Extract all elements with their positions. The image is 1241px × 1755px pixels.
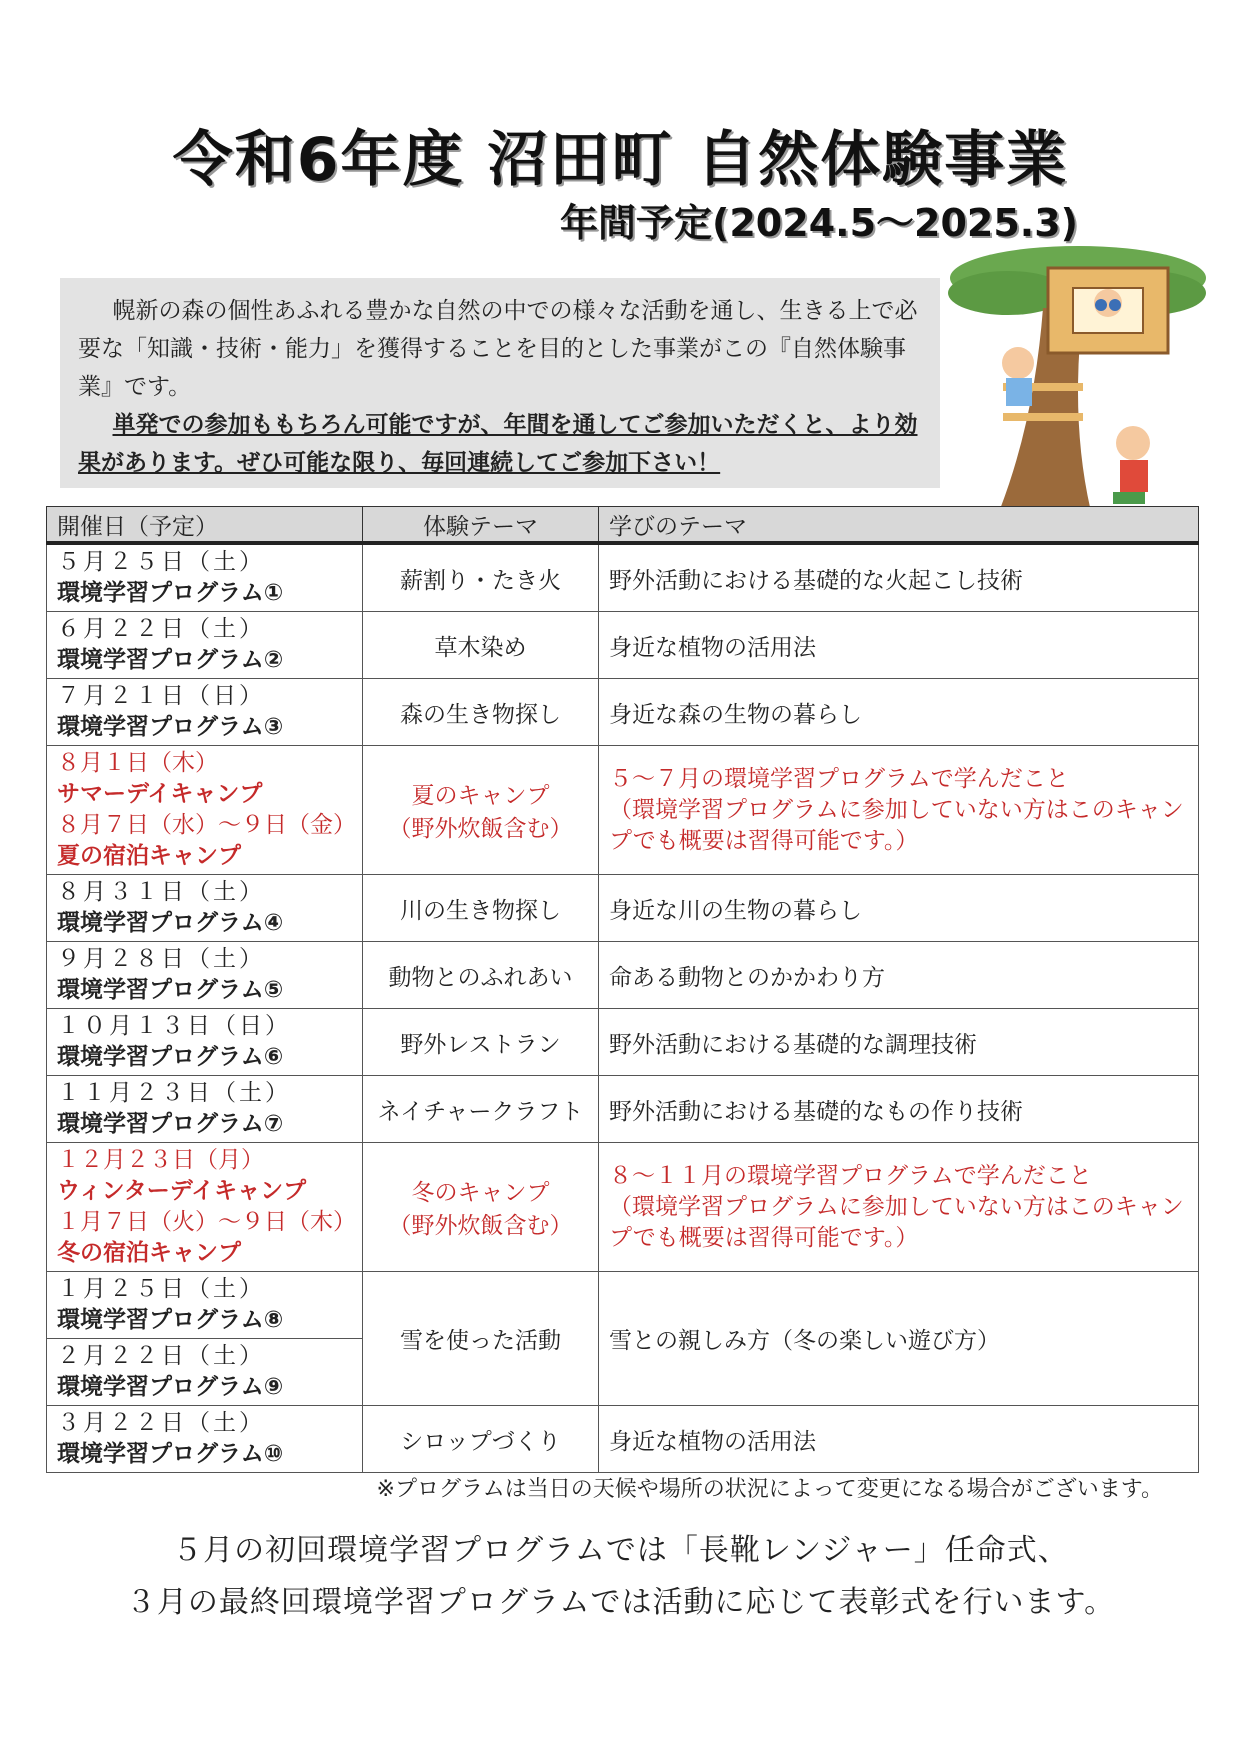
camp-name: ウィンターデイキャンプ <box>57 1178 307 1204</box>
table-row <box>47 1406 1199 1473</box>
learning-theme: 身近な植物の活用法 <box>599 612 1199 679</box>
col-learning-header: 学びのテーマ <box>599 507 1199 544</box>
event-date: １０月１３日（日） <box>57 1013 291 1039</box>
schedule-table <box>46 506 1199 1473</box>
footer-message <box>0 1525 1241 1629</box>
table-row <box>47 543 1199 612</box>
camp-date: １２月２３日（月） <box>57 1147 264 1173</box>
program-name: 環境学習プログラム⑧ <box>57 1307 284 1333</box>
event-date: １１月２３日（土） <box>57 1080 291 1106</box>
program-name: 環境学習プログラム① <box>57 580 284 606</box>
treehouse-illustration <box>948 238 1208 538</box>
event-date: ７月２１日（日） <box>57 683 265 709</box>
table-row <box>47 1076 1199 1143</box>
event-date: ９月２８日（土） <box>57 946 265 972</box>
camp-name: サマーデイキャンプ <box>57 781 263 807</box>
event-date: １月２５日（土） <box>57 1276 265 1302</box>
learning-theme: 身近な川の生物の暮らし <box>599 875 1199 942</box>
table-header-row <box>47 507 1199 544</box>
col-date-header: 開催日（予定） <box>47 507 363 544</box>
program-name: 環境学習プログラム⑤ <box>57 977 284 1003</box>
table-row <box>47 679 1199 746</box>
learning-theme: 野外活動における基礎的な調理技術 <box>599 1009 1199 1076</box>
camp-theme: 夏のキャンプ <box>411 783 550 809</box>
event-date: ８月３１日（土） <box>57 879 265 905</box>
program-name: 環境学習プログラム④ <box>57 910 284 936</box>
event-date: ３月２２日（土） <box>57 1410 265 1436</box>
table-row <box>47 612 1199 679</box>
event-date: ２月２２日（土） <box>57 1343 265 1369</box>
intro-box <box>60 278 940 488</box>
camp-date: ８月１日（木） <box>57 750 218 776</box>
experience-theme: 川の生き物探し <box>363 875 599 942</box>
camp-theme: 冬のキャンプ <box>411 1180 550 1206</box>
camp-date: ８月７日（水）～９日（金） <box>57 812 356 838</box>
intro-emphasis: 単発での参加ももちろん可能ですが、年間を通してご参加いただくと、より効果があります。ぜひ可能な限り、毎回連続してご参加下さい！ <box>78 412 918 476</box>
program-name: 環境学習プログラム② <box>57 647 284 673</box>
winter-camp-row <box>47 1143 1199 1272</box>
program-name: 環境学習プログラム⑨ <box>57 1374 284 1400</box>
experience-theme: 森の生き物探し <box>363 679 599 746</box>
experience-theme: 薪割り・たき火 <box>363 543 599 612</box>
footer-line: ５月の初回環境学習プログラムでは「長靴レンジャー」任命式、 <box>172 1533 1069 1568</box>
summer-camp-row <box>47 746 1199 875</box>
learning-theme: 野外活動における基礎的なもの作り技術 <box>599 1076 1199 1143</box>
program-name: 環境学習プログラム⑦ <box>57 1111 284 1137</box>
learning-theme: 身近な森の生物の暮らし <box>599 679 1199 746</box>
learning-theme: 雪との親しみ方（冬の楽しい遊び方） <box>599 1272 1199 1406</box>
camp-learning: ８～１１月の環境学習プログラムで学んだこと <box>609 1162 1092 1189</box>
experience-theme: 動物とのふれあい <box>363 942 599 1009</box>
experience-theme: 野外レストラン <box>363 1009 599 1076</box>
child-climbing <box>1116 426 1150 460</box>
intro-paragraph: 幌新の森の個性あふれる豊かな自然の中での様々な活動を通し、生きる上で必要な「知識・技術・能力」を獲得することを目的とした事業がこの『自然体験事業』です。 <box>78 298 918 400</box>
experience-theme: 草木染め <box>363 612 599 679</box>
event-date: ５月２５日（土） <box>57 549 265 575</box>
experience-theme: 雪を使った活動 <box>363 1272 599 1406</box>
program-name: 環境学習プログラム⑩ <box>57 1441 284 1467</box>
schedule-note: ※プログラムは当日の天候や場所の状況によって変更になる場合がございます。 <box>376 1477 1163 1502</box>
table-row <box>47 1009 1199 1076</box>
camp-date: １月７日（火）～９日（木） <box>57 1209 356 1235</box>
camp-theme-note: （野外炊飯含む） <box>388 1213 573 1239</box>
table-row <box>47 942 1199 1009</box>
camp-learning: ５～７月の環境学習プログラムで学んだこと <box>609 765 1069 792</box>
child-ladder <box>1002 347 1034 379</box>
page-subtitle: 年間予定(2024.5～2025.3) <box>560 201 1079 245</box>
table-row <box>47 1272 1199 1339</box>
camp-name: 冬の宿泊キャンプ <box>57 1240 241 1266</box>
camp-learning-note: （環境学習プログラムに参加していない方はこのキャンプでも概要は習得可能です。） <box>609 796 1184 854</box>
camp-learning-note: （環境学習プログラムに参加していない方はこのキャンプでも概要は習得可能です。） <box>609 1193 1184 1251</box>
program-name: 環境学習プログラム⑥ <box>57 1044 284 1070</box>
learning-theme: 命ある動物とのかかわり方 <box>599 942 1199 1009</box>
learning-theme: 野外活動における基礎的な火起こし技術 <box>599 543 1199 612</box>
page-title: 令和6年度 沼田町 自然体験事業 <box>172 125 1069 195</box>
experience-theme: シロップづくり <box>363 1406 599 1473</box>
table-row <box>47 875 1199 942</box>
camp-name: 夏の宿泊キャンプ <box>57 843 241 869</box>
camp-theme-note: （野外炊飯含む） <box>388 816 573 842</box>
event-date: ６月２２日（土） <box>57 616 265 642</box>
footer-line: ３月の最終回環境学習プログラムでは活動に応じて表彰式を行います。 <box>125 1585 1116 1620</box>
col-theme-header: 体験テーマ <box>363 507 599 544</box>
learning-theme: 身近な植物の活用法 <box>599 1406 1199 1473</box>
program-name: 環境学習プログラム③ <box>57 714 284 740</box>
experience-theme: ネイチャークラフト <box>363 1076 599 1143</box>
